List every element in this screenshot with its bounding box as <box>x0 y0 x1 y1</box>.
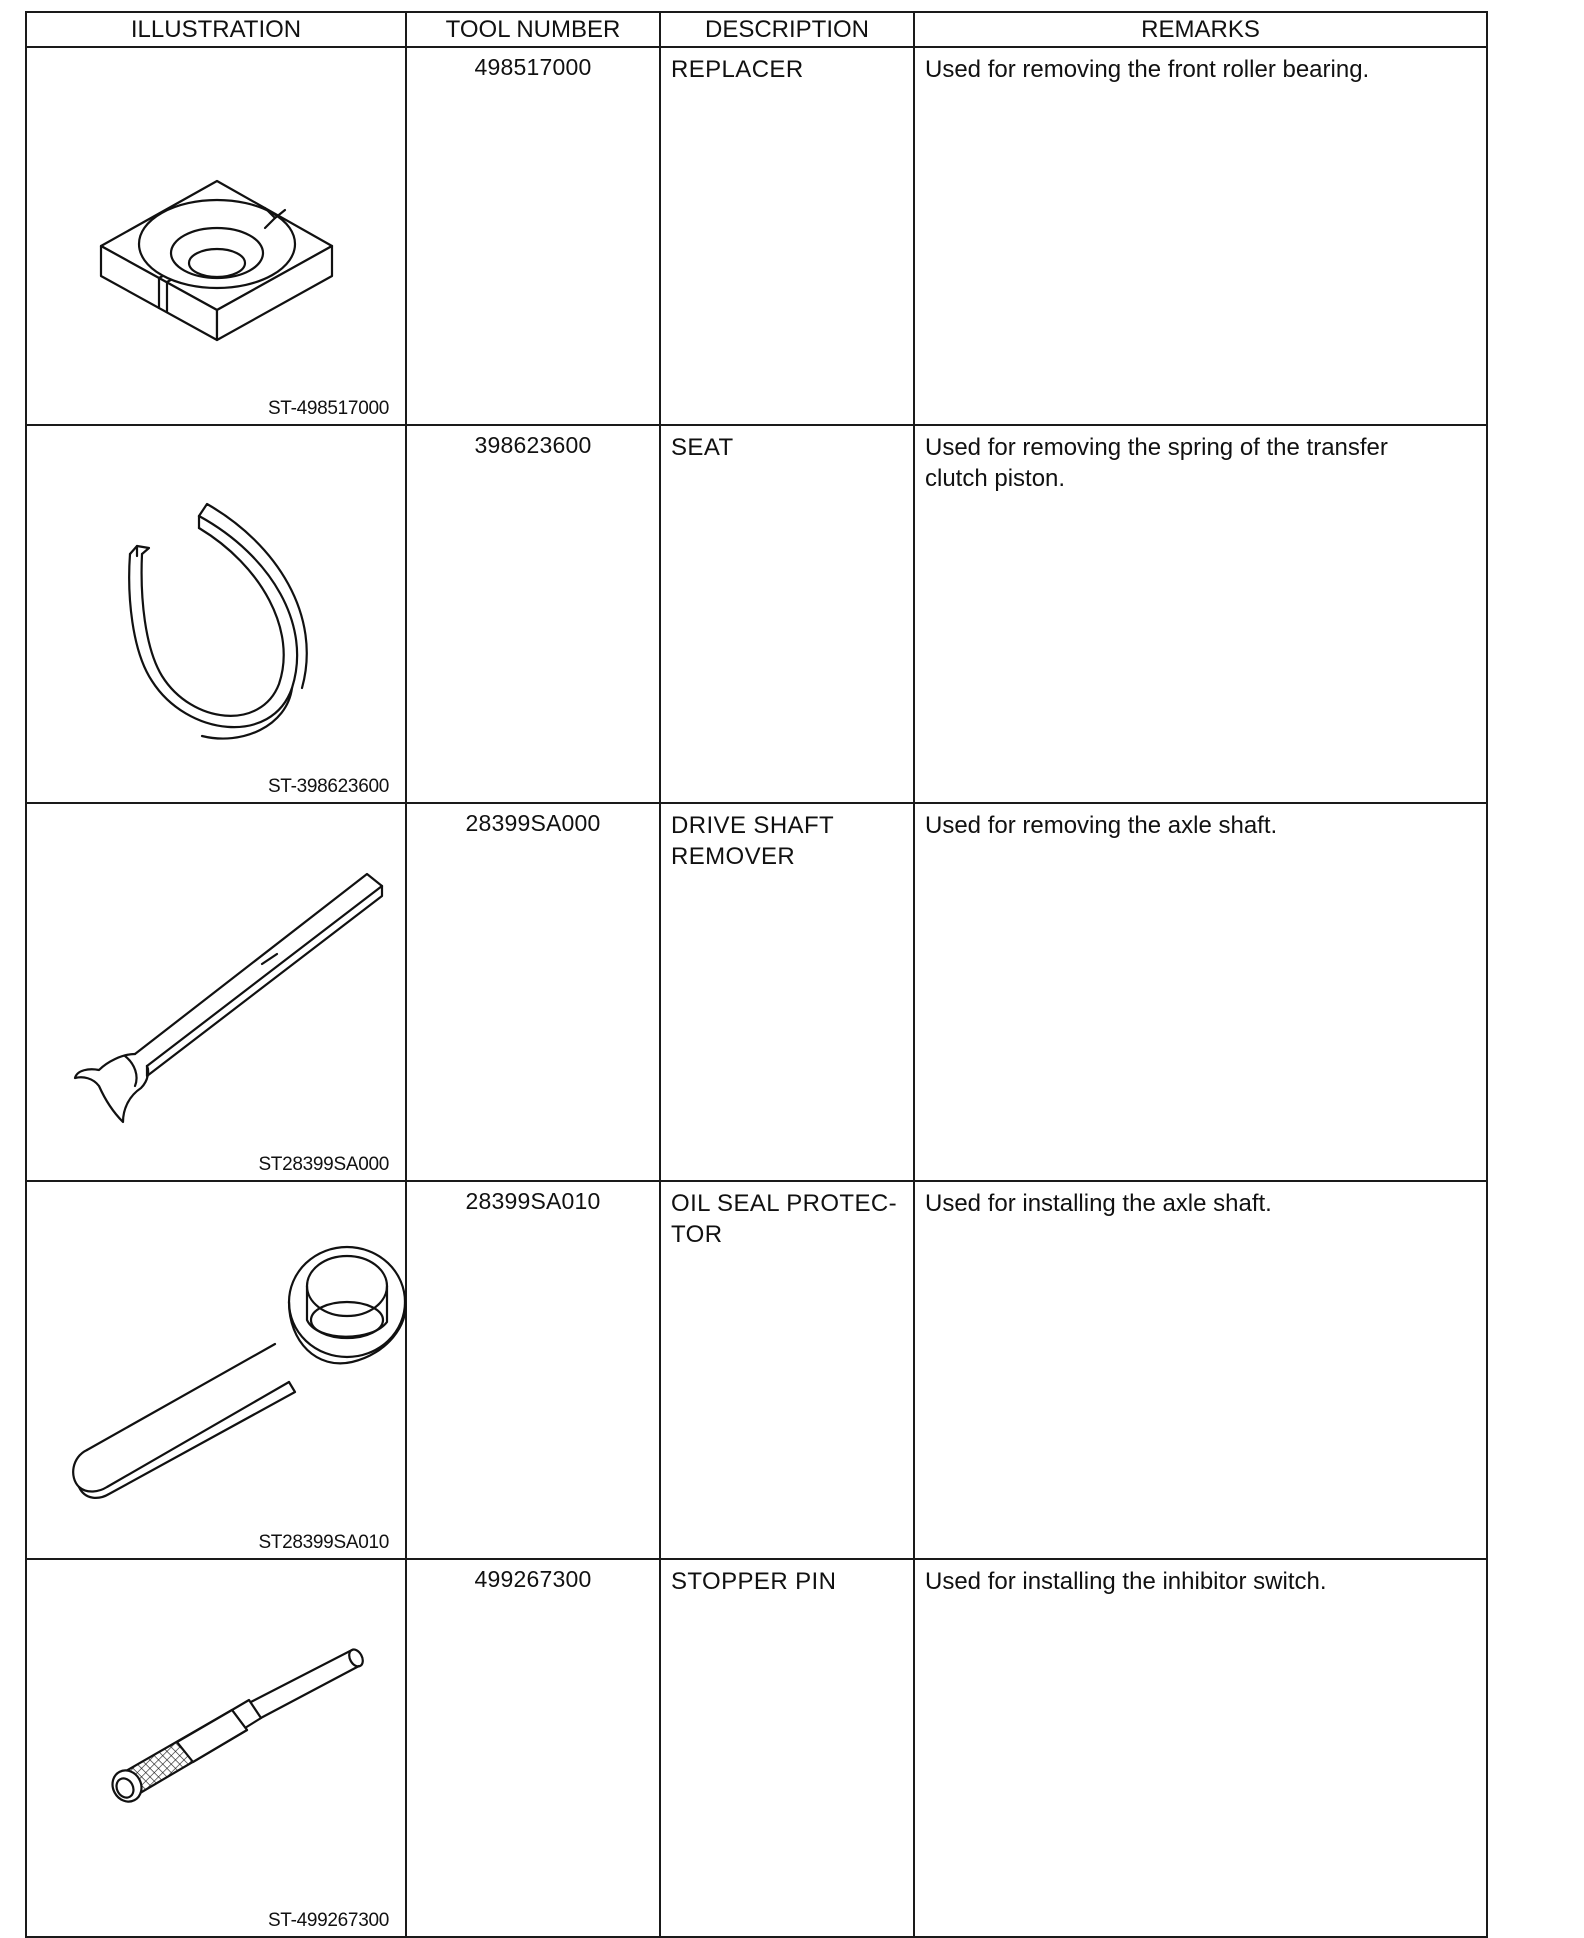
table-row <box>26 47 1487 425</box>
drive-shaft-remover-icon <box>27 804 407 1174</box>
description-cell <box>660 803 914 1181</box>
remarks-cell <box>914 425 1487 803</box>
illustration-cell <box>26 47 406 425</box>
seat-ring-icon <box>27 426 407 796</box>
remarks-cell <box>914 803 1487 1181</box>
description-line: REPLACER <box>671 56 804 83</box>
description-line: STOPPER PIN <box>671 1568 837 1595</box>
remarks-line: Used for removing the axle shaft. <box>925 812 1278 839</box>
header-illustration: ILLUSTRATION <box>26 12 406 47</box>
tool-number-cell: 28399SA000 <box>406 803 660 1181</box>
header-remarks: REMARKS <box>914 12 1487 47</box>
illustration-cell <box>26 1559 406 1937</box>
description-line: SEAT <box>671 434 734 461</box>
description-cell <box>660 1559 914 1937</box>
remarks-line: Used for removing the spring of the transfer <box>925 434 1388 461</box>
description-line: OIL SEAL PROTEC- <box>671 1190 898 1217</box>
description-line: REMOVER <box>671 843 796 870</box>
table-row <box>26 803 1487 1181</box>
illustration-cell <box>26 1181 406 1559</box>
description-cell <box>660 425 914 803</box>
tool-number-cell: 499267300 <box>406 1559 660 1937</box>
stopper-pin-icon <box>27 1560 407 1930</box>
header-tool-number: TOOL NUMBER <box>406 12 660 47</box>
header-description: DESCRIPTION <box>660 12 914 47</box>
illustration-caption: ST-498517000 <box>267 398 389 419</box>
illustration-caption: ST-499267300 <box>267 1910 389 1931</box>
description-line: DRIVE SHAFT <box>671 812 835 839</box>
illustration-cell <box>26 803 406 1181</box>
remarks-line: clutch piston. <box>925 465 1066 492</box>
description-cell <box>660 47 914 425</box>
remarks-line: Used for installing the axle shaft. <box>925 1190 1272 1217</box>
remarks-cell <box>914 1181 1487 1559</box>
illustration-caption: ST28399SA000 <box>258 1154 389 1175</box>
illustration-cell <box>26 425 406 803</box>
remarks-cell <box>914 1559 1487 1937</box>
replacer-block-icon <box>27 48 407 418</box>
tool-number-cell: 498517000 <box>406 47 660 425</box>
illustration-caption: ST28399SA010 <box>258 1532 389 1553</box>
tool-number-cell: 28399SA010 <box>406 1181 660 1559</box>
remarks-cell <box>914 47 1487 425</box>
oil-seal-protector-icon <box>27 1182 407 1552</box>
remarks-line: Used for installing the inhibitor switch. <box>925 1568 1327 1595</box>
header-row <box>26 12 1487 47</box>
table-row <box>26 1559 1487 1937</box>
table-row <box>26 1181 1487 1559</box>
table-row <box>26 425 1487 803</box>
illustration-caption: ST-398623600 <box>267 776 389 797</box>
description-cell <box>660 1181 914 1559</box>
special-tools-table <box>25 11 1488 1938</box>
tool-number-cell: 398623600 <box>406 425 660 803</box>
remarks-line: Used for removing the front roller bearing. <box>925 56 1370 83</box>
description-line: TOR <box>671 1221 723 1248</box>
